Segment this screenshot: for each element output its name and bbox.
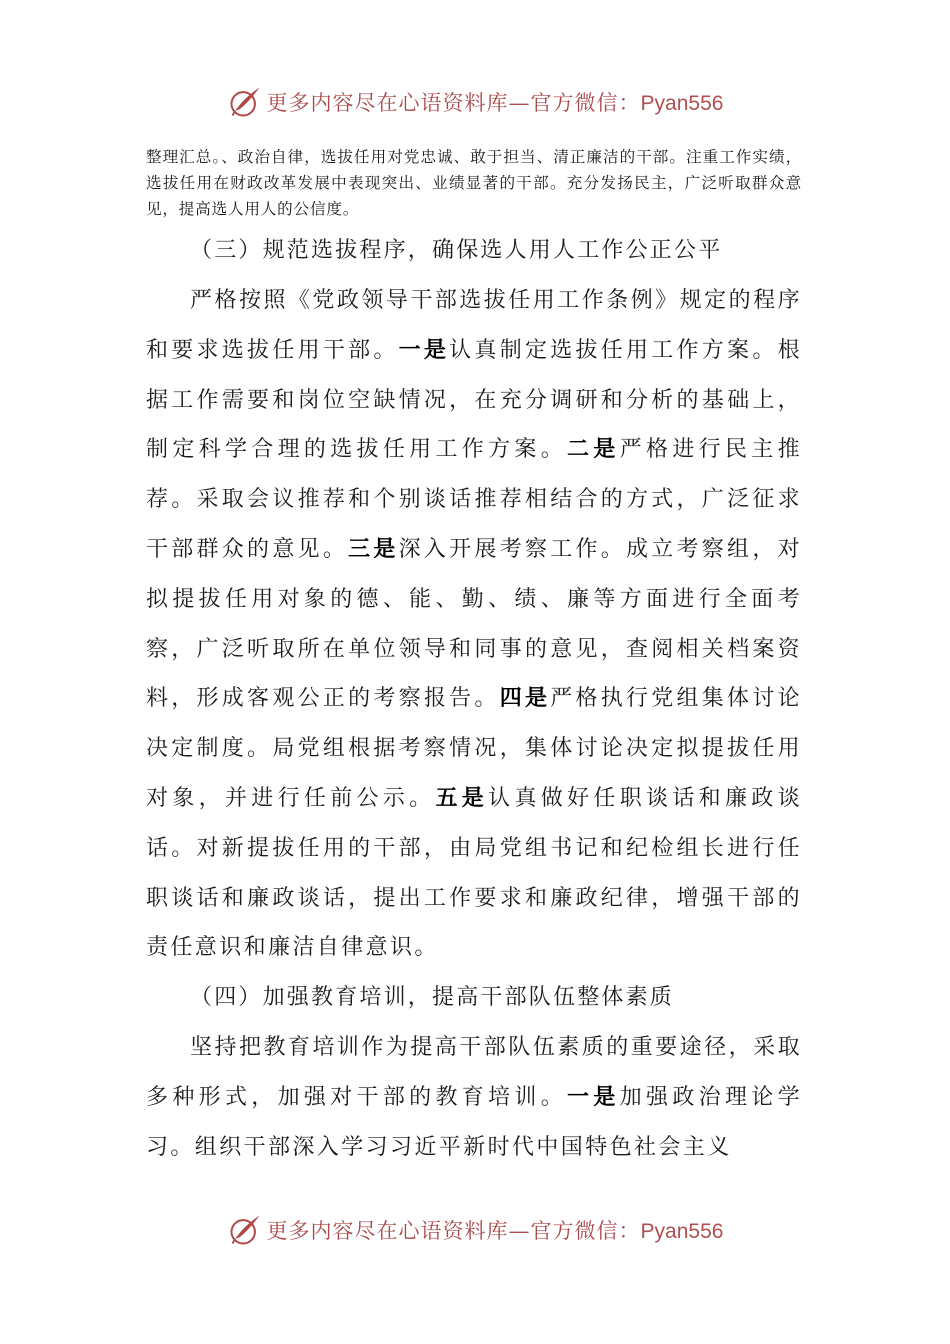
quill-pen-circle-icon [227,1212,263,1248]
quill-pen-circle-icon [227,84,263,120]
watermark-banner-top [0,80,950,124]
watermark-text: 更多内容尽在心语资料库—官方微信：Pyan556 [266,91,724,115]
item-marker: 二是 [567,436,620,463]
section-4-lead: 坚持把教育培训作为提高干部队伍素质的重要途径，采取多种形式，加强对干部的教育培训。 [146,1035,802,1110]
section-3-heading: （三）规范选拔程序，确保选人用人工作公正公平 [190,238,723,263]
item-text: 认真做好任职谈话和廉政谈话。对新提拔任用的干部，由局党组书记和纪检组长进行任职谈话和廉政谈话，提出工作要求和廉政纪律，增强干部的责任意识和廉洁自律意识。 [146,785,802,961]
section-3-paragraph [146,276,802,973]
watermark-brand: Pyan556 [640,1220,724,1243]
item-text: 加强政治理论学习。组织干部深入学习习近平新时代中国特色社会主义 [146,1084,802,1160]
item-text: 深入开展考察工作。成立考察组，对拟提拔任用对象的德、能、勤、绩、廉等方面进行全面考察，广泛听取所在单位领导和同事的意见，查阅相关档案资料，形成客观公正的考察报告。 [146,536,802,712]
watermark-text: 更多内容尽在心语资料库—官方微信：Pyan556 [266,1219,724,1243]
watermark-banner-bottom [0,1208,950,1252]
section-4-heading: （四）加强教育培训，提高干部队伍整体素质 [190,985,675,1011]
item-text: 认真制定选拔任用工作方案。根据工作需要和岗位空缺情况，在充分调研和分析的基础上，制定科学合理的选拔任用工作方案。 [146,337,802,463]
section-3-lead: 严格按照《党政领导干部选拔任用工作条例》规定的程序和要求选拔任用干部。 [146,288,802,363]
item-marker: 一是 [398,336,450,363]
item-text: 严格执行党组集体讨论决定制度。局党组根据考察情况，集体讨论决定拟提拔任用对象，并进行任前公示。 [146,686,802,811]
item-marker: 三是 [348,535,399,562]
item-marker: 五是 [435,784,489,811]
item-marker: 四是 [499,685,551,712]
section-4-paragraph [146,1023,802,1172]
document-body [146,144,802,1173]
item-text: 严格进行民主推荐。采取会议推荐和个别谈话推荐相结合的方式，广泛征求干部群众的意见。 [146,437,802,562]
item-marker: 一是 [567,1083,620,1110]
watermark-brand: Pyan556 [640,92,724,115]
intro-fragment: 整理汇总。、政治自律，选拔任用对党忠诚、敢于担当、清正廉洁的干部。注重工作实绩，选拔任用在财政改革发展中表现突出、业绩显著的干部。充分发扬民主，广泛听取群众意见，提高选人用人的公信度。 [146,148,802,218]
